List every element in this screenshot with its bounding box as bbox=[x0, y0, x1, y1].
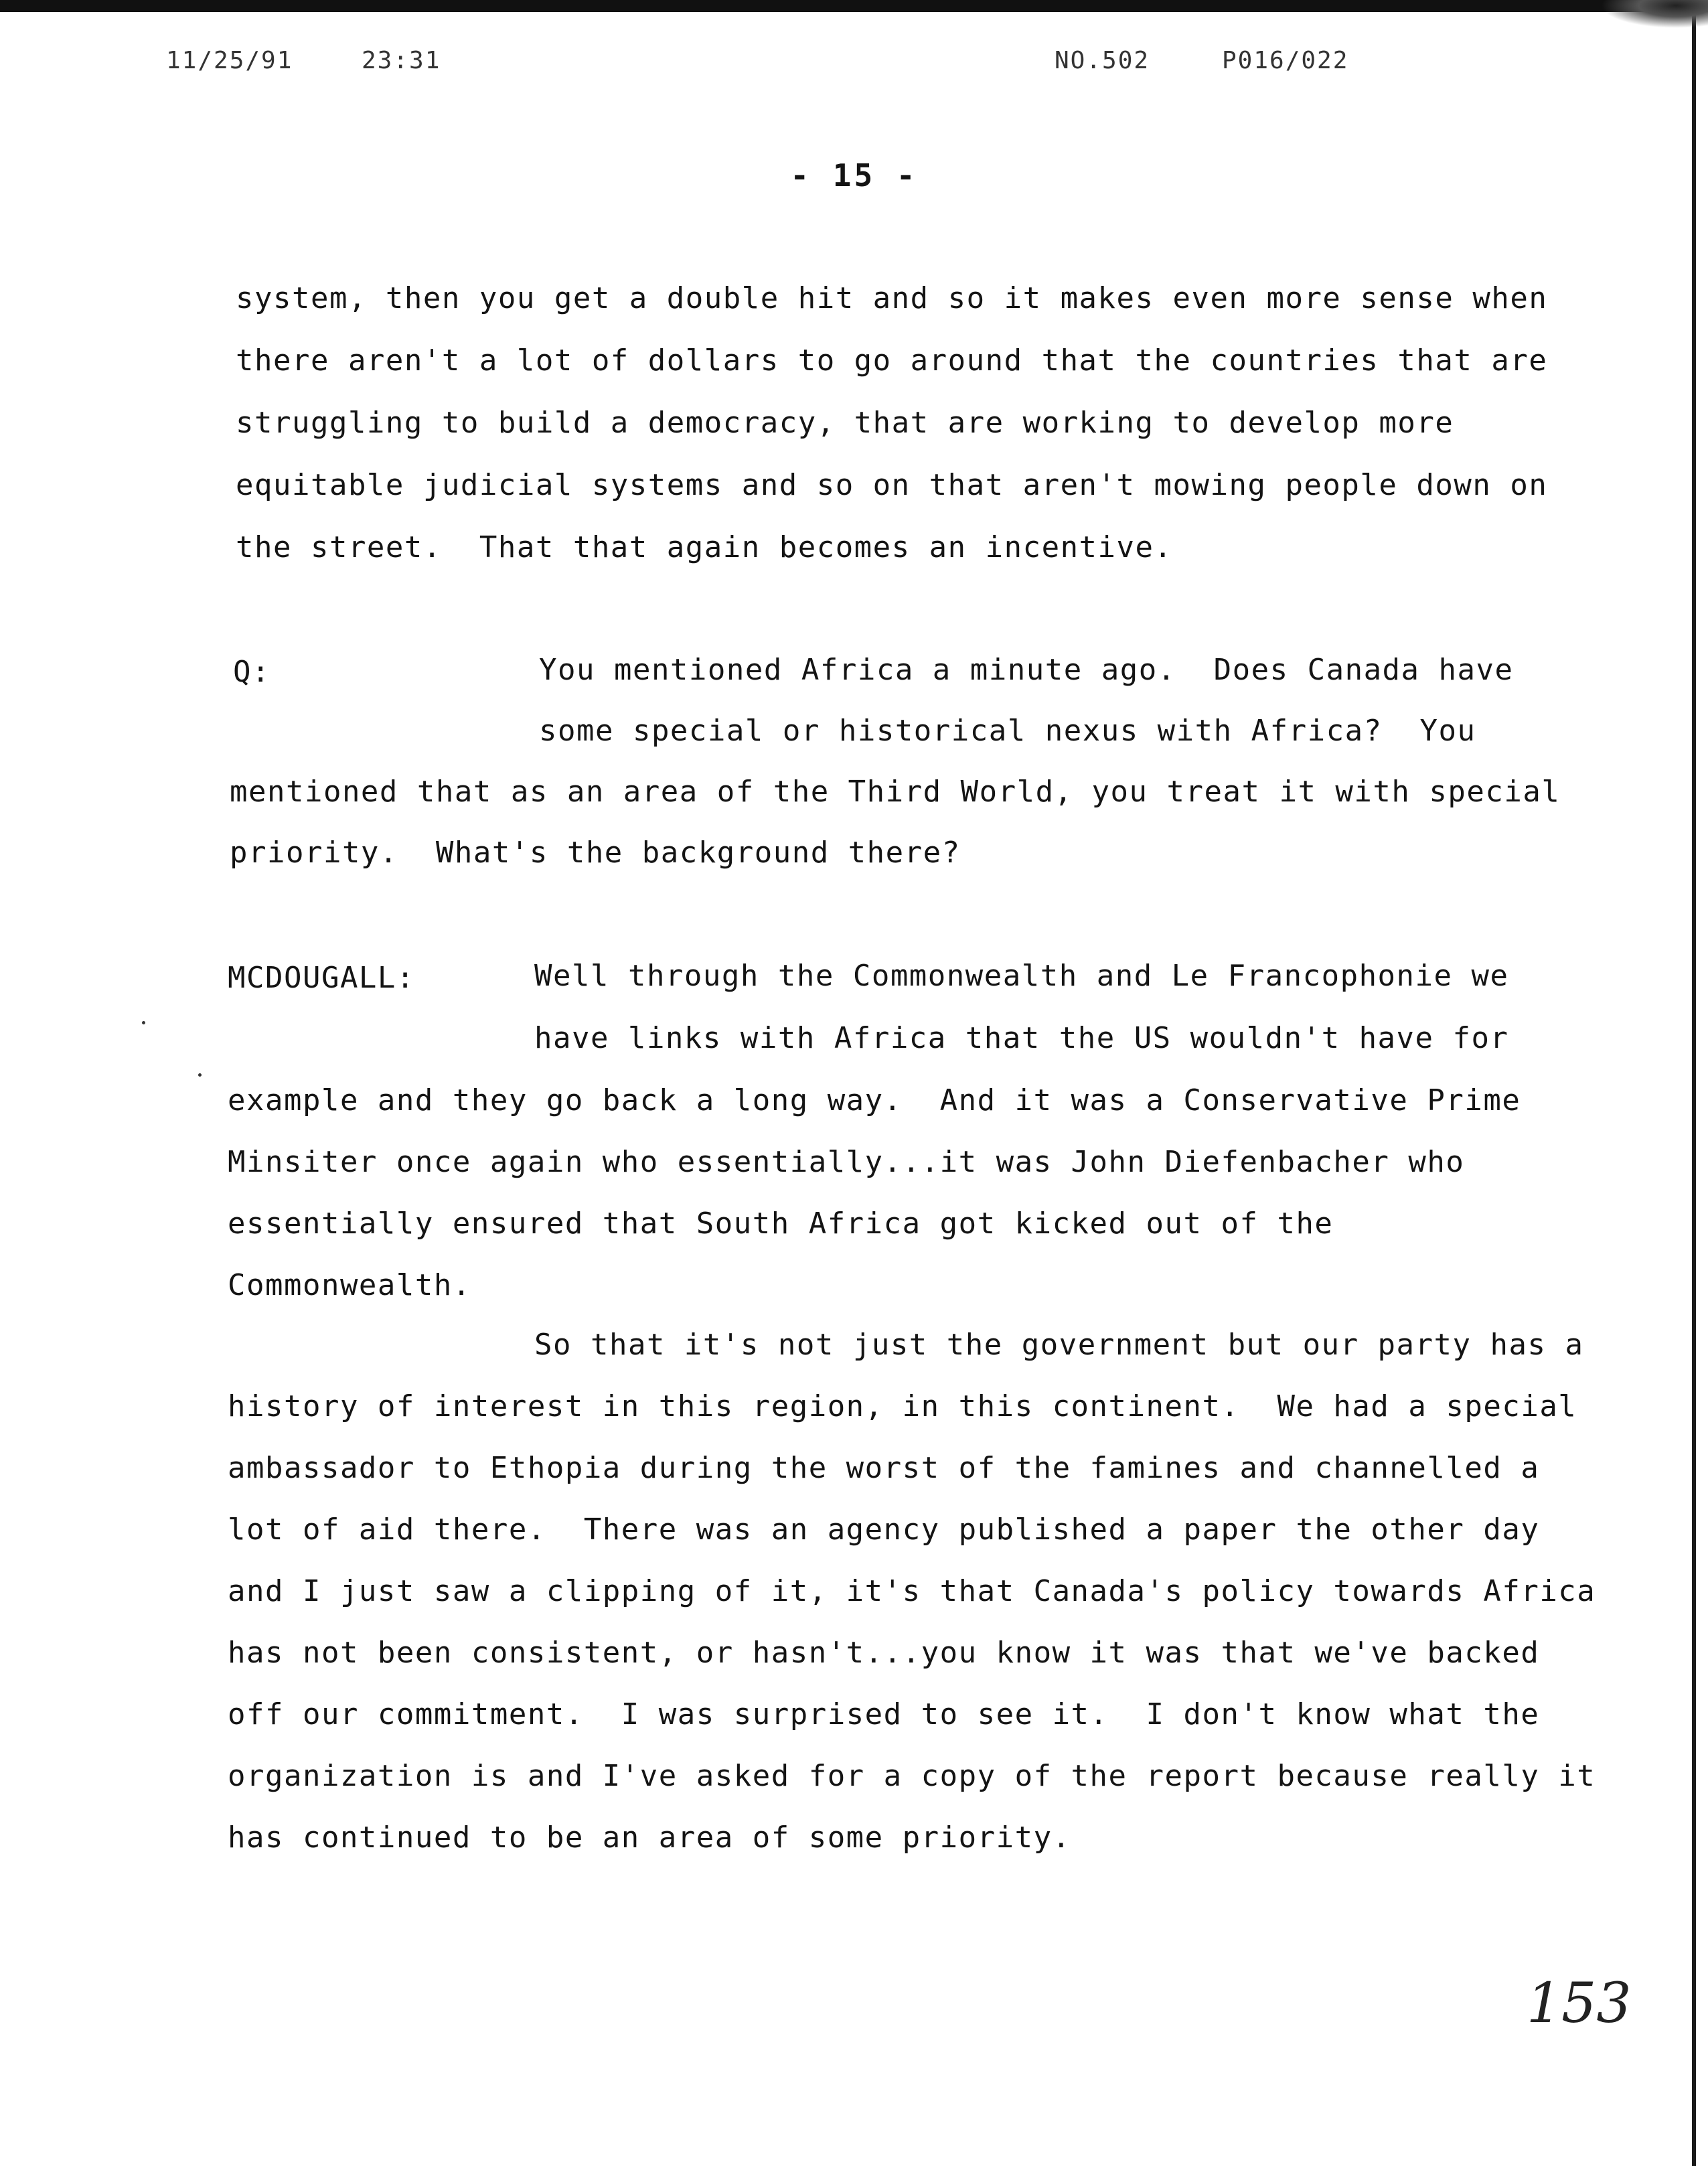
fax-page: P016/022 bbox=[1222, 47, 1349, 74]
text-line: mentioned that as an area of the Third World, you treat it with special bbox=[230, 775, 1561, 809]
text-line: the street. That that again becomes an incentive. bbox=[236, 530, 1173, 564]
fax-time: 23:31 bbox=[362, 47, 441, 74]
text-line: has continued to be an area of some priority. bbox=[228, 1821, 1071, 1855]
speaker-label: Q: bbox=[233, 655, 270, 689]
speaker-label: MCDOUGALL: bbox=[228, 961, 415, 995]
text-line: equitable judicial systems and so on that aren't mowing people down on bbox=[236, 468, 1548, 502]
handwritten-page-number: 153 bbox=[1527, 1972, 1632, 2035]
scan-corner-smudge bbox=[1601, 0, 1708, 28]
text-line: off our commitment. I was surprised to see it. I don't know what the bbox=[228, 1697, 1540, 1731]
fax-number: NO.502 bbox=[1055, 47, 1150, 74]
text-line: example and they go back a long way. And it was a Conservative Prime bbox=[228, 1083, 1521, 1117]
text-line: system, then you get a double hit and so it makes even more sense when bbox=[236, 281, 1548, 315]
text-line: have links with Africa that the US wouldn't have for bbox=[534, 1021, 1509, 1055]
text-line: So that it's not just the government but our party has a bbox=[534, 1328, 1584, 1362]
scan-speck bbox=[198, 1073, 202, 1077]
text-line: lot of aid there. There was an agency published a paper the other day bbox=[228, 1513, 1540, 1547]
text-line: You mentioned Africa a minute ago. Does Canada have bbox=[539, 653, 1514, 687]
text-line: has not been consistent, or hasn't...you know it was that we've backed bbox=[228, 1636, 1540, 1670]
text-line: and I just saw a clipping of it, it's that Canada's policy towards Africa bbox=[228, 1574, 1596, 1608]
text-line: some special or historical nexus with Africa? You bbox=[539, 714, 1476, 748]
text-line: struggling to build a democracy, that are working to develop more bbox=[236, 406, 1454, 440]
text-line: ambassador to Ethopia during the worst of the famines and channelled a bbox=[228, 1451, 1540, 1485]
scan-top-edge bbox=[0, 0, 1708, 12]
text-line: Well through the Commonwealth and Le Francophonie we bbox=[534, 959, 1509, 993]
text-line: Minsiter once again who essentially...it was John Diefenbacher who bbox=[228, 1145, 1465, 1179]
scan-speck bbox=[142, 1021, 145, 1024]
text-line: essentially ensured that South Africa got kicked out of the bbox=[228, 1207, 1334, 1241]
text-line: Commonwealth. bbox=[228, 1268, 471, 1302]
text-line: priority. What's the background there? bbox=[230, 836, 961, 870]
fax-date: 11/25/91 bbox=[166, 47, 293, 74]
page-number: - 15 - bbox=[790, 157, 918, 194]
text-line: history of interest in this region, in this continent. We had a special bbox=[228, 1389, 1577, 1423]
scan-right-edge bbox=[1692, 0, 1696, 2166]
text-line: organization is and I've asked for a copy of the report because really it bbox=[228, 1759, 1596, 1793]
text-line: there aren't a lot of dollars to go around that the countries that are bbox=[236, 343, 1548, 378]
